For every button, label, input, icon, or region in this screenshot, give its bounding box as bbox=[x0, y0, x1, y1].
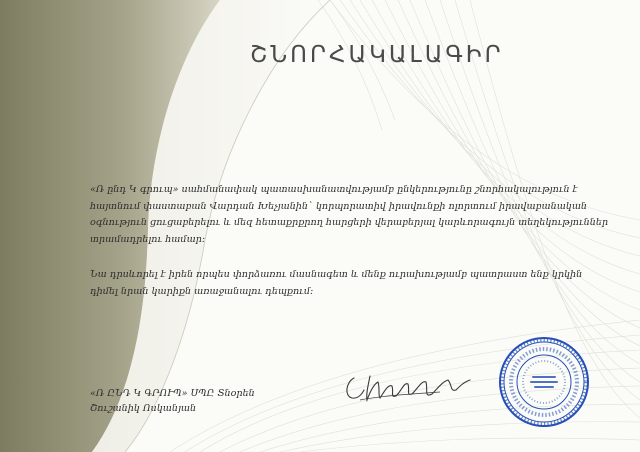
signatory-block bbox=[90, 386, 290, 416]
handwritten-signature bbox=[340, 368, 480, 408]
document-title: ՇՆՈՐՀԱԿԱԼԱԳԻՐ bbox=[250, 42, 504, 68]
paragraph-recommendation: Նա դրսևորել է իրեն որպես փորձառու մասնագետ և մենք ուրախությամբ պատրաստ ենք կրկին դիմել նրան կարիքն առաջանալու դեպքում: bbox=[90, 269, 583, 297]
paragraph-thanks: «Ռ ընդ Կ գրուպ» սահմանափակ պատասխանատվությամբ ընկերությունը շնորհակալություն է հայտնում փաստաբան Վարդան Խեչյանին` կորպորատիվ իրավունքի ոլորտում իրավաբանական օգնություն ցուցաբերելու և մեզ հետաքրքրող հարցերի վերաբերյալ կարևորագույն տեղեկություններ տրամադրելու համար: bbox=[90, 184, 609, 245]
signatory-title: «Ռ ԸՆԴ Կ ԳՐՈՒՊ» ՍՊԸ Տնօրեն bbox=[90, 388, 255, 399]
company-seal bbox=[496, 334, 592, 430]
signatory-name: Շուշանիկ Ոսկանյան bbox=[90, 403, 197, 414]
